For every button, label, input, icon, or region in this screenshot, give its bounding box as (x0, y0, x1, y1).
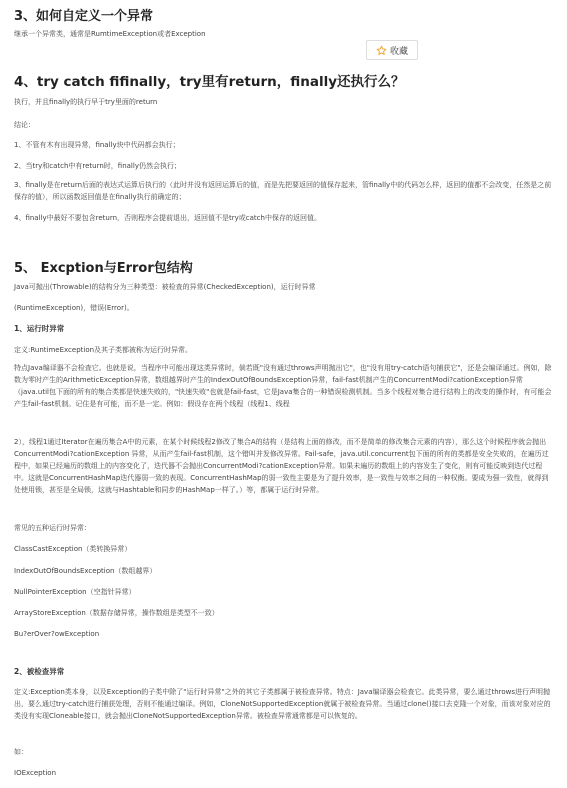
section-5-intro-line2: (RuntimeException)，错误(Error)。 (14, 304, 134, 312)
common-exception-item: ClassCastException（类转换异常） (14, 545, 132, 553)
favorite-button[interactable] (366, 40, 418, 60)
runtime-exception-definition: 定义:RuntimeException及其子类都被称为运行时异常。 (14, 346, 193, 354)
common-exception-item: NullPointerException（空指针异常） (14, 588, 136, 596)
conclusion-item: 2、当try和catch中有return时，finally仍然会执行； (14, 162, 181, 170)
section-4-conclusion-label: 结论： (14, 121, 35, 129)
runtime-exception-title: 1、运行时异常 (14, 324, 65, 333)
conclusion-item: 1、不管有木有出现异常，finally块中代码都会执行； (14, 141, 180, 149)
section-4-intro: 执行，并且finally的执行早于try里面的return (14, 98, 158, 106)
example-item: IOException (14, 769, 57, 777)
checked-exception-title: 2、被检查异常 (14, 667, 65, 676)
runtime-exception-paragraph: 2），线程1通过Iterator在遍历集合A中的元素，在某个时候线程2修改了集合A的结构（是结构上面的修改，而不是简单的修改集合元素的内容），那么这个时候程序就会抛出ConcurrentModi?cationException 异常，从而产生fail-fast机制，这个错叫并发修改异常。Fail-safe，java.util.concurrent包下面的所有的类都是安全失败的，在遍历过程中，如果已经遍历的数组上的内容变化了，迭代器不会抛出ConcurrentModi?cationException异常。如果未遍历的数组上的内容发生了变化，则有可能反映到迭代过程中。这就是ConcurrentHashMap迭代器弱一致的表现。ConcurrentHashMap的弱一致性主要是为了提升效率，是一致性与效率之间的一种权衡。要成为强一致性，就得到处使用锁，甚至是全局锁，这就与Hashtable和同步的HashMap一样了。）等，都属于运行时异常。 (14, 438, 549, 494)
common-exception-item: ArrayStoreException（数据存储异常，操作数组是类型不一致） (14, 609, 219, 617)
star-icon (376, 45, 387, 56)
section-4-heading: 4、try catch fifinally，try里有return，finally还执行么？ (14, 74, 405, 90)
runtime-exception-paragraph: 特点Java编译器不会检查它。也就是说，当程序中可能出现这类异常时，倘若既"没有通过throws声明抛出它"，也"没有用try-catch语句捕获它"，还是会编译通过。例如，除数为零时产生的ArithmeticException异常，数组越界时产生的IndexOutOfBoundsException异常，fail-fast机制产生的ConcurrentModi?cationException异常（java.util包下面的所有的集合类都是快速失败的，"快速失败"也就是fail-fast，它是Java集合的一种错误检测机制。当多个线程对集合进行结构上的改变的操作时，有可能会产生fail-fast机制。记住是有可能，而不是一定。例如：假设存在两个线程（线程1、线程 (14, 364, 552, 408)
common-exceptions-label: 常见的五种运行时异常： (14, 524, 91, 532)
conclusion-item: 4、finally中最好不要包含return，否则程序会提前退出，返回值不是try或catch中保存的返回值。 (14, 214, 321, 222)
checked-exception-definition: 定义:Exception类本身，以及Exception的子类中除了"运行时异常"之外的其它子类都属于被检查异常。特点：Java编译器会检查它。此类异常，要么通过throws进行声明抛出，要么通过try-catch进行捕获处理，否则不能通过编译。例如，CloneNotSupportedException就属于被检查异常。当通过clone()接口去克隆一个对象，而该对象对应的类没有实现Cloneable接口，就会抛出CloneNotSupportedException异常。被检查异常通常都是可以恢复的。 (14, 688, 551, 720)
favorite-button-label: 收藏 (389, 46, 408, 57)
conclusion-item: 3、finally是在return后面的表达式运算后执行的（此时并没有返回运算后的值，而是先把要返回的值保存起来，管finally中的代码怎么样，返回的值都不会改变，任然是之前保存的值），所以函数返回值是在finally执行前确定的； (14, 181, 552, 201)
section-3-heading: 3、如何自定义一个异常 (14, 9, 154, 24)
section-5-intro-line1: Java可抛出(Throwable)的结构分为三种类型：被检查的异常(CheckedException)，运行时异常 (14, 283, 316, 291)
section-3-text: 继承一个异常类，通常是RumtimeException或者Exception (14, 30, 206, 38)
example-label: 如： (14, 748, 28, 756)
common-exception-item: IndexOutOfBoundsException（数组越界） (14, 567, 157, 575)
section-5-heading: 5、 Excption与Error包结构 (14, 261, 193, 276)
common-exception-item: Bu?erOver?owException (14, 630, 100, 638)
